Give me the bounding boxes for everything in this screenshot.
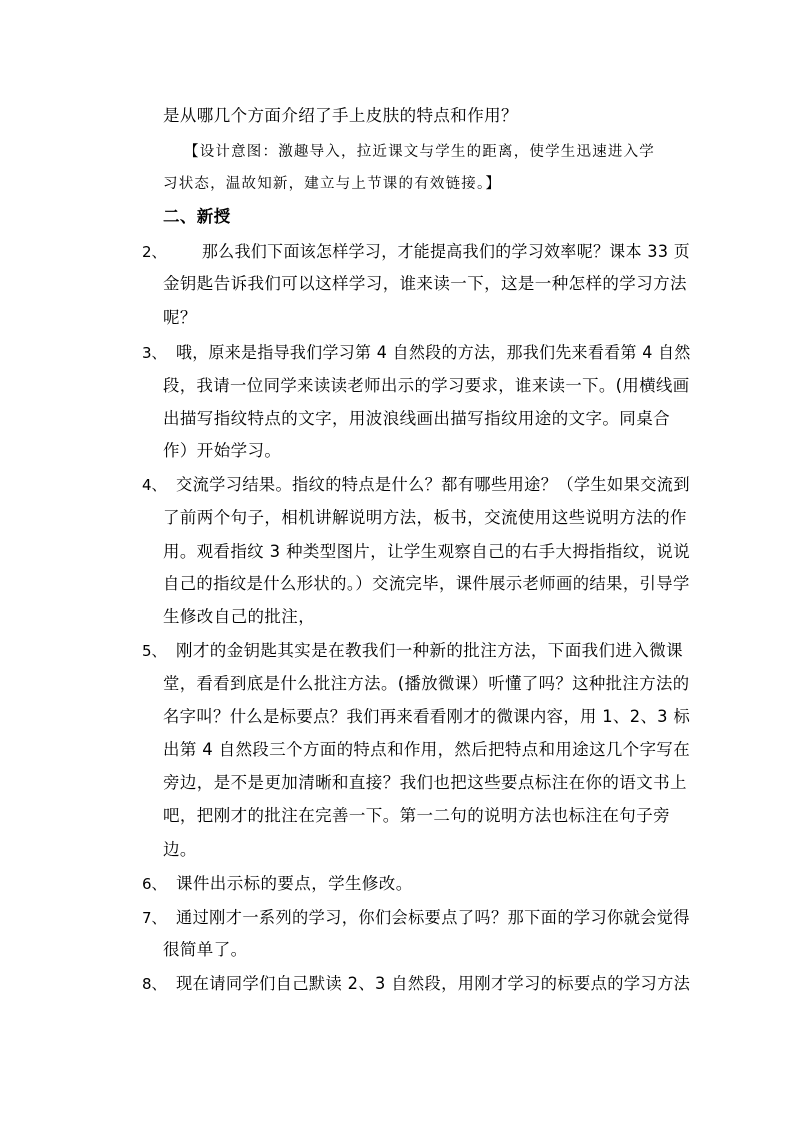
- item-text-line: 通过刚才一系列的学习，你们会标要点了吗？那下面的学习你就会觉得: [176, 908, 690, 927]
- item-text-line: 很简单了。: [163, 940, 248, 959]
- design-note-line: 习状态，温故知新，建立与上节课的有效链接。】: [163, 176, 502, 192]
- item-number: 4、: [142, 476, 167, 494]
- item-text-line: 边。: [163, 840, 197, 859]
- item-text-line: 用。观看指纹 3 种类型图片，让学生观察自己的右手大拇指指纹，说说: [163, 542, 691, 561]
- item-text-line: 课件出示标的要点，学生修改。: [176, 874, 413, 893]
- item-text-line: 段，我请一位同学来读读老师出示的学习要求，谁来读一下。(用横线画: [163, 376, 690, 395]
- item-text-line: 生修改自己的批注，: [163, 607, 316, 626]
- item-number: 3、: [142, 344, 167, 362]
- design-note-line: 【设计意图：激趣导入，拉近课文与学生的距离，使学生迅速进入学: [184, 144, 655, 160]
- item-text-line: 了前两个句子，相机讲解说明方法，板书，交流使用这些说明方法的作: [163, 508, 687, 527]
- intro-line: 是从哪几个方面介绍了手上皮肤的特点和作用？: [163, 106, 518, 125]
- item-text-line: 名字叫？什么是标要点？我们再来看看刚才的微课内容，用 1、2、3 标: [163, 707, 691, 726]
- item-text-line: 交流学习结果。指纹的特点是什么？都有哪些用途？（学生如果交流到: [176, 475, 690, 494]
- item-number: 6、: [142, 875, 167, 893]
- item-text-line: 现在请同学们自己默读 2、3 自然段，用刚才学习的标要点的学习方法: [176, 974, 691, 993]
- item-number: 8、: [142, 975, 167, 993]
- item-text-line: 旁边，是不是更加清晰和直接？我们也把这些要点标注在你的语文书上: [163, 773, 687, 792]
- item-text-line: 呢？: [163, 308, 197, 327]
- item-text-line: 刚才的金钥匙其实是在教我们一种新的批注方法，下面我们进入微课: [176, 641, 683, 660]
- item-text-line: 金钥匙告诉我们可以这样学习，谁来读一下，这是一种怎样的学习方法: [163, 274, 687, 293]
- section-heading: 二、新授: [163, 207, 231, 226]
- item-text-line: 自己的指纹是什么形状的。）交流完毕，课件展示老师画的结果，引导学: [163, 574, 690, 593]
- item-text-line: 哦，原来是指导我们学习第 4 自然段的方法，那我们先来看看第 4 自然: [176, 343, 691, 362]
- item-number: 2、: [142, 243, 167, 261]
- item-text-line: 出第 4 自然段三个方面的特点和作用，然后把特点和用途这几个字写在: [163, 740, 691, 759]
- item-number: 5、: [142, 642, 167, 660]
- item-text-line: 出描写指纹特点的文字，用波浪线画出描写指纹用途的文字。同桌合: [163, 409, 670, 428]
- item-text-line: 吧，把刚才的批注在完善一下。第一二句的说明方法也标注在句子旁: [163, 806, 670, 825]
- item-number: 7、: [142, 909, 167, 927]
- item-text-line: 那么我们下面该怎样学习，才能提高我们的学习效率呢？课本 33 页: [202, 242, 691, 261]
- item-text-line: 作）开始学习。: [163, 441, 282, 460]
- item-text-line: 堂，看看到底是什么批注方法。(播放微课）听懂了吗？这种批注方法的: [163, 674, 690, 693]
